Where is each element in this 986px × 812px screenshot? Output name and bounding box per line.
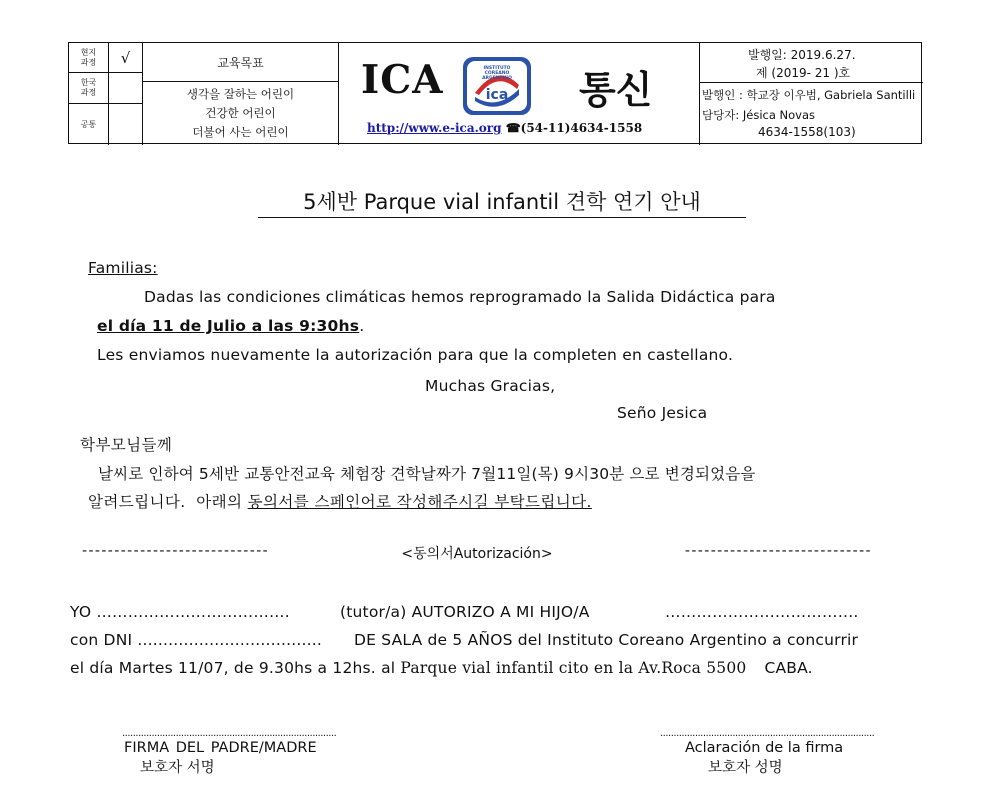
goal-item: 생각을 잘하는 어린이 — [186, 87, 295, 101]
course-check-korean — [109, 73, 143, 104]
education-goal-title: 교육목표 — [143, 43, 339, 82]
svg-text:ica: ica — [485, 87, 509, 103]
contact-line — [367, 121, 642, 135]
greeting-spanish: Familias: — [88, 259, 158, 277]
authorization-divider — [82, 543, 872, 563]
signature-clarification-dots[interactable]: ................................................................................ — [660, 728, 875, 739]
website-link[interactable]: http://www.e-ica.org — [367, 121, 502, 135]
notice-date-tail: . — [359, 317, 365, 335]
divider-right-dashes: ----------------------------- — [684, 543, 872, 559]
form-line3-place: Parque vial infantil cito en la Av.Roca 5500 — [400, 659, 747, 677]
education-goal-list — [143, 82, 339, 145]
form-line3-city: CABA. — [764, 659, 813, 677]
masthead-logo — [339, 43, 700, 145]
issue-date: 발행일: 2019.6.27. — [748, 48, 856, 62]
notice-spanish-line3: Les enviamos nuevamente la autorización para que la completen en castellano. — [97, 346, 734, 364]
notice-korean-line2 — [88, 490, 592, 512]
course-row-common — [69, 104, 109, 145]
page-title: 5세반 Parque vial infantil 견학 연기 안내 — [258, 186, 746, 218]
svg-text:INSTITUTO: INSTITUTO — [483, 66, 511, 71]
notice-spanish-line1: Dadas las condiciones climáticas hemos reprogramado la Salida Didáctica para — [144, 288, 776, 306]
goal-item: 더불어 사는 어린이 — [192, 125, 289, 139]
svg-text:COREANO: COREANO — [484, 71, 510, 76]
form-line1-yo[interactable]: YO ………………………………. — [70, 603, 290, 621]
phone-number: ☎(54-11)4634-1558 — [505, 121, 643, 135]
issue-number: 제 (2019- 21 )호 — [756, 66, 851, 80]
notice-spanish-date — [97, 317, 364, 335]
publisher: 발행인 : 학교장 이우범, Gabriela Santilli — [702, 88, 916, 102]
course-row-korean — [69, 73, 109, 104]
course-row-local — [69, 43, 109, 73]
masthead-tongsin: 통신 — [579, 68, 653, 112]
issue-info — [700, 43, 923, 145]
masthead-ica: ICA — [361, 57, 444, 103]
divider-label — [401, 543, 552, 563]
course-label-common: 공통 — [80, 119, 97, 129]
ica-emblem-icon — [461, 55, 533, 117]
form-line1-child-name[interactable]: ………………………………. — [665, 603, 859, 621]
form-line2-dni[interactable]: con DNI .................................... — [70, 631, 322, 649]
signature-clarification-label-korean: 보호자 성명 — [708, 760, 783, 776]
check-mark-icon: √ — [120, 48, 131, 67]
person-in-charge: 담당자: Jésica Novas — [702, 108, 816, 122]
divider-label-korean: <동의서 — [401, 546, 454, 562]
notice-korean-line2-plain: 알려드립니다. 아래의 — [88, 493, 248, 511]
signature-clarification-label: Aclaración de la firma — [685, 740, 844, 756]
divider-left-dashes: ----------------------------- — [82, 543, 270, 559]
signature-parent-dots[interactable]: ................................................................................ — [122, 728, 337, 739]
course-check-common — [109, 104, 143, 145]
newsletter-header — [68, 42, 922, 144]
form-line1-authorize: (tutor/a) AUTORIZO A MI HIJO/A — [340, 603, 590, 621]
greeting-korean: 학부모님들께 — [80, 436, 173, 454]
course-label-local: 현지 과정 — [80, 47, 97, 67]
notice-korean-line1: 날씨로 인하여 5세반 교통안전교육 체험장 견학날짜가 7월11일(목) 9시30분 으로 변경되었음을 — [98, 465, 756, 483]
form-line3 — [70, 659, 813, 677]
contact-extension: 4634-1558(103) — [758, 125, 856, 139]
svg-text:ARGENTINO: ARGENTINO — [482, 76, 512, 81]
course-check-local — [109, 43, 143, 73]
notice-date-bold: el día 11 de Julio a las 9:30hs — [97, 317, 360, 335]
divider-label-spanish: Autorización> — [453, 546, 553, 562]
closing-thanks: Muchas Gracias, — [425, 377, 556, 395]
notice-korean-line2-underlined: 동의서를 스페인어로 작성해주시길 부탁드립니다. — [247, 493, 592, 511]
course-label-korean: 한국 과정 — [80, 78, 97, 97]
signature-parent-label-korean: 보호자 서명 — [140, 760, 215, 776]
goal-item: 건강한 어린이 — [205, 106, 276, 120]
form-line3-date: el día Martes 11/07, de 9.30hs a 12hs. al — [70, 659, 401, 677]
info-divider — [700, 82, 923, 83]
form-line2-sala: DE SALA de 5 AÑOS del Instituto Coreano Argentino a concurrir — [354, 631, 859, 649]
closing-signature: Seño Jesica — [617, 404, 708, 422]
signature-parent-label: FIRMA DEL PADRE/MADRE — [124, 740, 317, 756]
